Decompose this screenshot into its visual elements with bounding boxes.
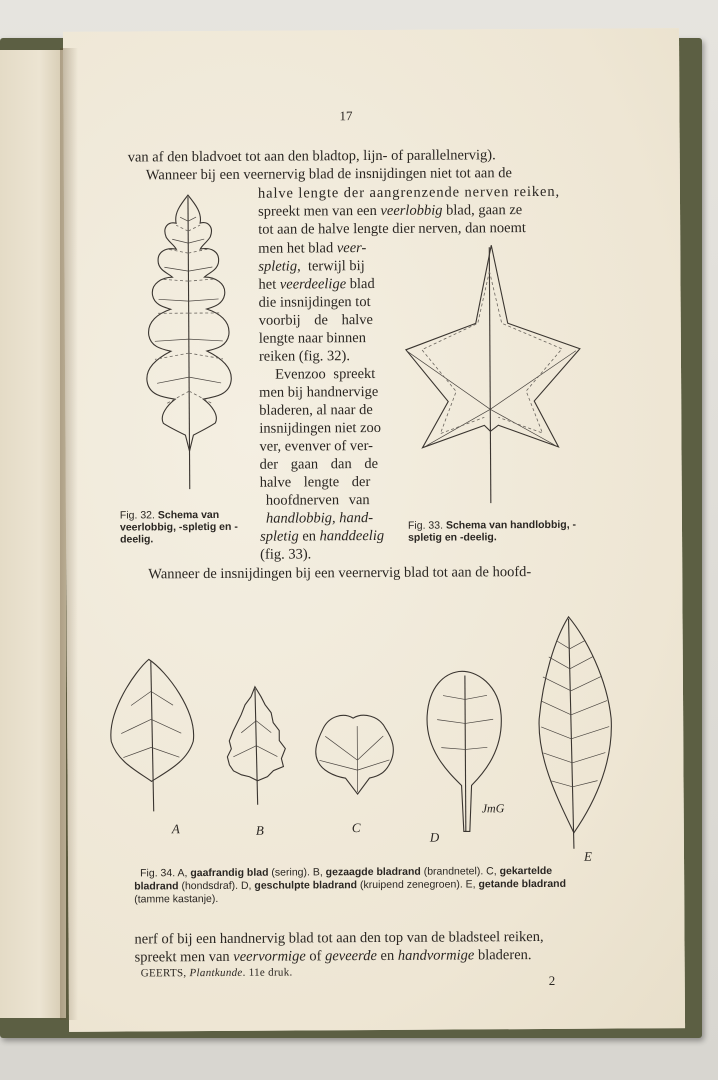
col-line-15: hoofdnerven van — [265, 492, 370, 509]
text-line-4 — [258, 202, 522, 221]
text-line-3: halve lengte der aangrenzende nerven reiken, — [257, 183, 561, 202]
col-line-9: men bij handnervige — [259, 383, 379, 401]
fig34-leaves-illustration — [106, 598, 628, 861]
text-line-bottom-1: nerf of bij een handnervig blad tot aan den top van de bladsteel reiken, — [134, 928, 544, 948]
col-line-3: het veerdeelige blad — [258, 275, 375, 293]
fig33-leaf-illustration — [401, 241, 587, 504]
fig34-label-e: E — [583, 848, 592, 864]
fig34-signature: JmG — [481, 801, 505, 816]
col-line-11: insnijdingen niet zoo — [259, 419, 382, 437]
col-line-4: die insnijdingen tot — [258, 294, 371, 311]
text-line-4-b: blad, gaan ze — [442, 202, 523, 219]
fig34-caption-line-3: (tamme kastanje). — [134, 892, 219, 906]
col-line-1: men het blad veer- — [258, 240, 367, 257]
fig34-caption-line-2: bladrand (hondsdraf). D, geschulpte bladrand (kruipend zenegroen). E, getande bladrand — [134, 877, 567, 893]
text-line-after-figs: Wanneer de insnijdingen bij een veernervig blad tot aan de hoofd- — [148, 564, 532, 583]
fig34-label-b: B — [255, 822, 264, 838]
left-page-edge — [0, 50, 66, 1018]
text-line-5: tot aan de halve lengte dier nerven, dan noemt — [258, 220, 526, 238]
text-line-bottom-2: spreekt men van veervormige of geveerde en handvormige bladeren. — [134, 947, 532, 966]
text-line-4-a: spreekt men van een — [258, 202, 381, 220]
footer-citation: GEERTS, Plantkunde. 11e druk. — [140, 966, 293, 980]
page-number: 17 — [339, 108, 353, 124]
leaf-a — [110, 659, 194, 812]
col-line-7: reiken (fig. 32). — [258, 348, 350, 365]
leaf-c — [316, 715, 394, 794]
text-line-1: van af den bladvoet tot aan den bladtop, lijn- of parallelnervig). — [127, 147, 496, 166]
fig32-leaf-illustration — [130, 191, 248, 492]
leaf-b — [227, 687, 286, 805]
footer-signature-mark: 2 — [548, 972, 556, 988]
fig33-caption: Fig. 33. Schema van handlobbig, -spletig en -deelig. — [407, 518, 577, 544]
spine-shadow — [60, 48, 78, 1020]
text-line-2: Wanneer bij een veernervig blad de insnijdingen niet tot aan de — [145, 165, 512, 184]
fig32-caption: Fig. 32. Schema van veerlobbig, -spletig en -deelig. — [119, 508, 238, 546]
fig34-caption-line-1: Fig. 34. A, gaafrandig blad (sering). B, gezaagde bladrand (brandnetel). C, gekartelde — [140, 864, 553, 880]
col-line-10: bladeren, al naar de — [259, 402, 373, 419]
col-line-13: der gaan dan de — [259, 455, 379, 473]
fig34-label-d: D — [429, 829, 440, 845]
col-line-12: ver, evenver of ver- — [259, 438, 373, 455]
col-line-14: halve lengte der — [259, 474, 371, 491]
col-line-8: Evenzoo spreekt — [275, 365, 376, 383]
fig34-label-a: A — [171, 821, 180, 837]
term-veerlobbig: veerlobbig — [380, 202, 443, 219]
col-line-18: (fig. 33). — [260, 546, 312, 563]
col-line-5: voorbij de halve — [258, 312, 374, 329]
leaf-e — [538, 617, 612, 849]
fig34-label-c: C — [351, 820, 361, 836]
col-line-16: handlobbig, hand- — [265, 510, 374, 527]
col-line-17: spletig en handdeelig — [259, 527, 385, 545]
col-line-6: lengte naar binnen — [258, 330, 366, 347]
book-page — [63, 28, 685, 1032]
col-line-2: spletig, terwijl bij — [258, 258, 365, 275]
